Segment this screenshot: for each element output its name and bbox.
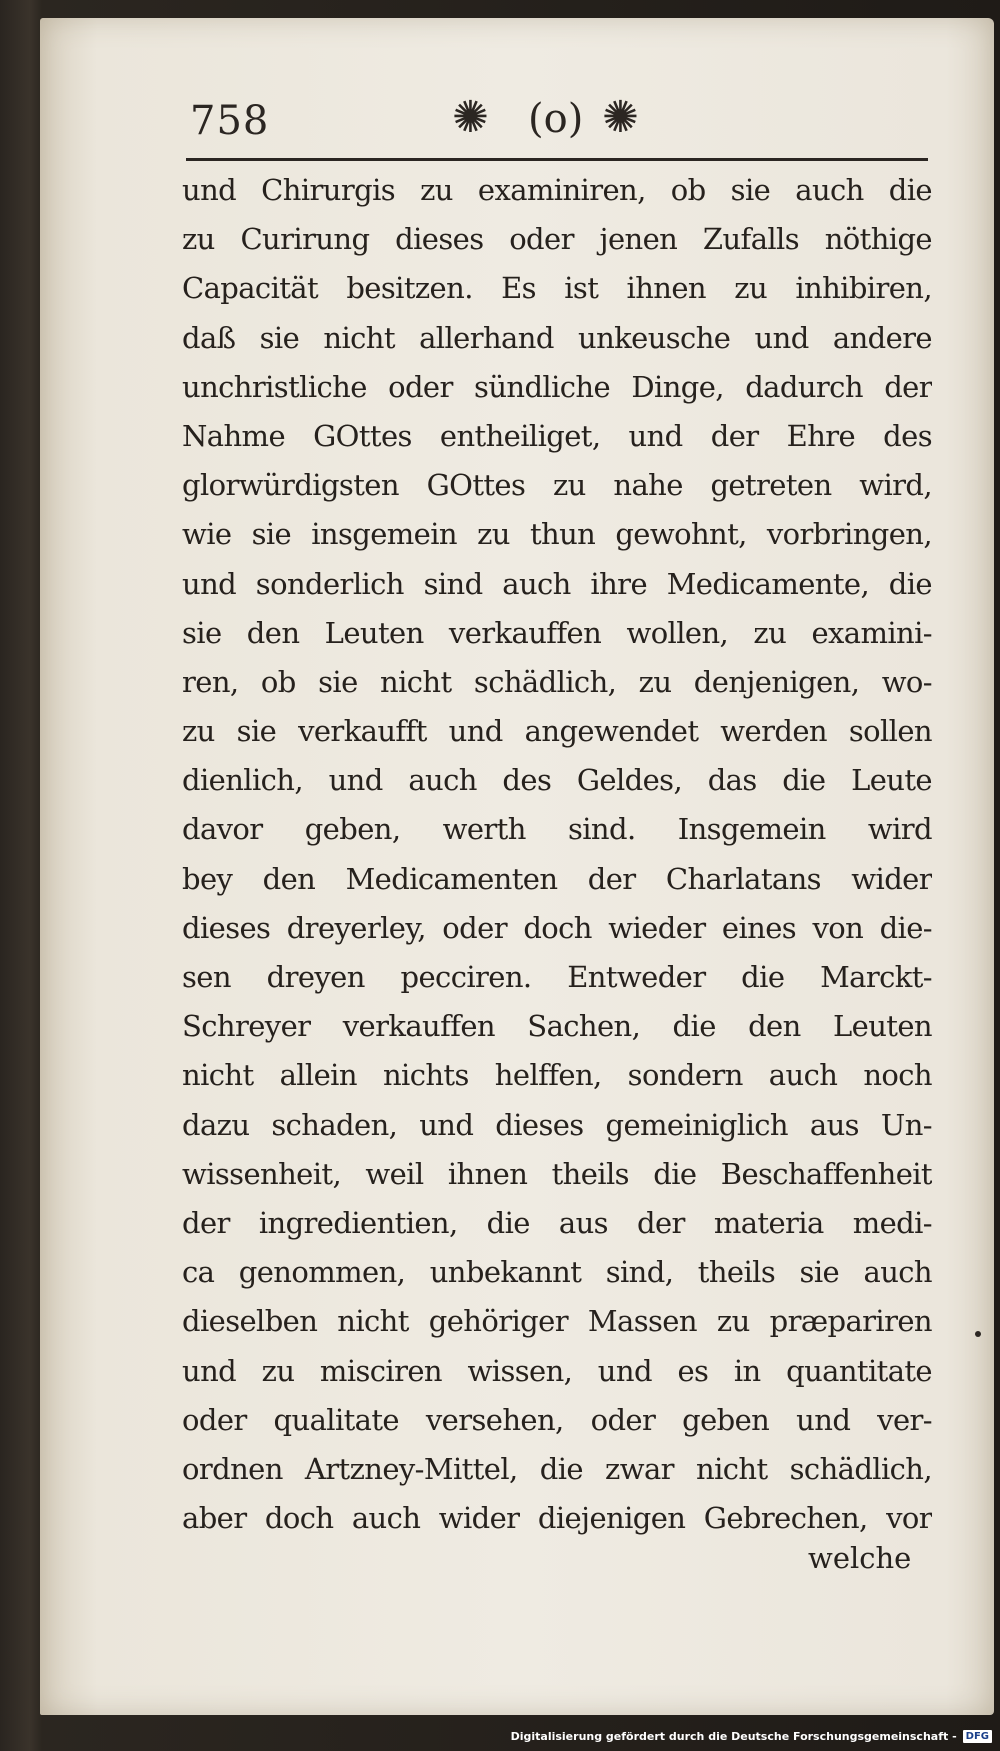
text-line: Capacität besitzen. Es ist ihnen zu inhibiren, (182, 271, 932, 306)
text-line: sen dreyen pecciren. Entweder die Marckt- (182, 960, 932, 994)
header-mark: (o) (528, 96, 584, 142)
text-line: Nahme GOttes entheiliget, und der Ehre des (182, 418, 932, 453)
dfg-logo-icon: DFG (963, 1730, 992, 1743)
text-line: oder qualitate versehen, oder geben und ver- (182, 1402, 932, 1437)
header-rule (186, 158, 928, 161)
text-line: und zu misciren wissen, und es in quantitate (182, 1353, 932, 1388)
text-line: Schreyer verkauffen Sachen, die den Leuten (182, 1009, 932, 1044)
text-line: zu sie verkaufft und angewendet werden sollen (182, 714, 932, 749)
ink-speck (975, 1331, 981, 1337)
text-line: und sonderlich sind auch ihre Medicamente, die (182, 566, 932, 601)
text-line: daß sie nicht allerhand unkeusche und andere (182, 320, 932, 355)
text-line: davor geben, werth sind. Insgemein wird (182, 812, 932, 847)
text-line: wie sie insgemein zu thun gewohnt, vorbringen, (182, 517, 932, 552)
text-line: nicht allein nichts helffen, sondern auch noch (182, 1058, 932, 1093)
page-header (150, 92, 930, 154)
text-line: unchristliche oder sündliche Dinge, dadurch der (182, 369, 932, 404)
text-line: glorwürdigsten GOttes zu nahe getreten wird, (182, 468, 932, 503)
text-line: dieselben nicht gehöriger Massen zu præpariren (182, 1304, 932, 1339)
text-line: bey den Medicamenten der Charlatans wider (182, 861, 932, 896)
text-line: sie den Leuten verkauffen wollen, zu examini- (182, 615, 932, 650)
text-line: ordnen Artzney-Mittel, die zwar nicht schädlich, (182, 1451, 932, 1486)
digitization-footer (511, 1725, 992, 1747)
text-line: dieses dreyerley, oder doch wieder eines von die- (182, 910, 932, 945)
text-line: wissenheit, weil ihnen theils die Beschaffenheit (182, 1156, 932, 1191)
body-text (182, 166, 932, 1543)
text-line: ca genommen, unbekannt sind, theils sie auch (182, 1255, 932, 1290)
ornament-left-icon: ✺ (452, 92, 489, 143)
text-line: der ingredientien, die aus der materia medi- (182, 1205, 932, 1240)
text-line: und Chirurgis zu examiniren, ob sie auch die (182, 173, 932, 207)
text-line: aber doch auch wider diejenigen Gebrechen, vor (182, 1501, 932, 1536)
catchword: welche (808, 1541, 912, 1575)
text-line: ren, ob sie nicht schädlich, zu denjenigen, wo- (182, 664, 932, 699)
ornament-right-icon: ✺ (602, 92, 639, 143)
text-line: zu Curirung dieses oder jenen Zufalls nöthige (182, 222, 932, 257)
text-line: dazu schaden, und dieses gemeiniglich aus Un- (182, 1107, 932, 1142)
footer-text: Digitalisierung gefördert durch die Deutsche Forschungsgemeinschaft - (510, 1729, 957, 1743)
page-number: 758 (190, 98, 270, 144)
text-line: dienlich, und auch des Geldes, das die Leute (182, 763, 932, 798)
